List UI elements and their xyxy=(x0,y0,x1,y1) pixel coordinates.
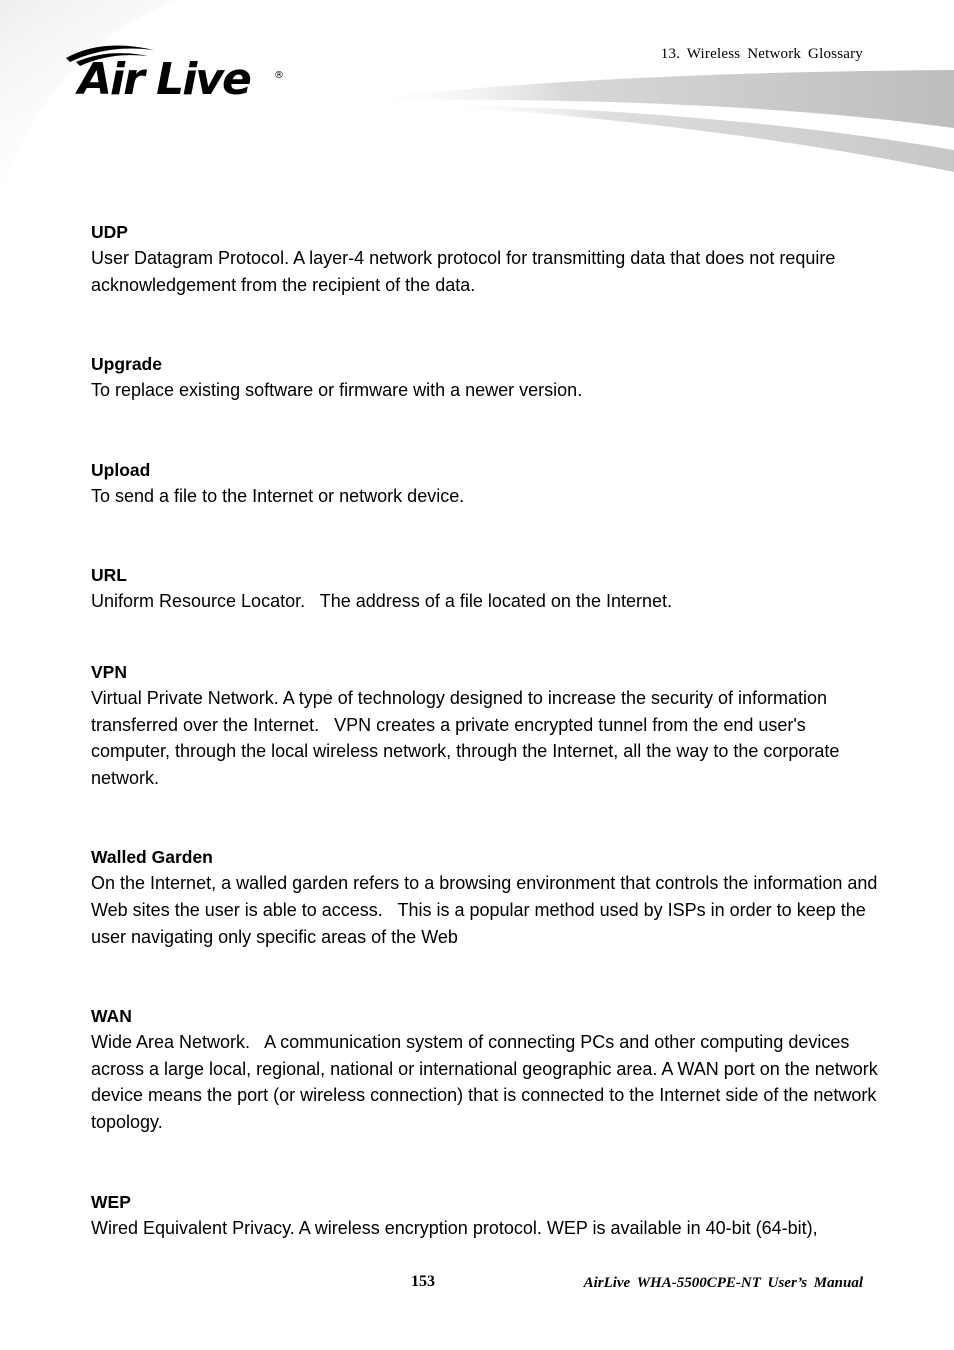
term-heading: Upgrade xyxy=(91,354,162,375)
glossary-entry-upload xyxy=(91,457,881,510)
logo-wordmark: Air Live xyxy=(78,54,250,105)
term-definition: Uniform Resource Locator. The address of a file located on the Internet. xyxy=(91,591,672,612)
glossary-entry-upgrade xyxy=(91,351,881,404)
term-heading: URL xyxy=(91,565,127,586)
term-heading: UDP xyxy=(91,222,128,242)
page-number: 153 xyxy=(411,1273,435,1290)
glossary-entry-wep xyxy=(91,1189,881,1242)
manual-title: AirLive WHA-5500CPE-NT User’s Manual xyxy=(583,1275,863,1291)
glossary-entry-walled-garden xyxy=(91,844,881,950)
term-definition: Wired Equivalent Privacy. A wireless encryption protocol. WEP is available in 40-bit (64-bit), xyxy=(91,1217,818,1238)
chapter-title: 13. Wireless Network Glossary xyxy=(660,46,863,62)
logo-registered-mark: ® xyxy=(274,70,284,81)
glossary-content xyxy=(91,219,881,1241)
glossary-entry-vpn xyxy=(91,659,881,791)
glossary-entry-udp xyxy=(91,219,881,298)
term-heading: WEP xyxy=(91,1191,131,1212)
glossary-entry-url xyxy=(91,562,881,615)
term-definition: User Datagram Protocol. A layer-4 network protocol for transmitting data that does not require acknowledgement from the recipient of the data. xyxy=(91,248,841,295)
term-definition: To send a file to the Internet or network device. xyxy=(91,485,465,506)
term-definition: On the Internet, a walled garden refers to a browsing environment that controls the information and Web sites the user is able to access. This is a popular method used by ISPs in order to keep the user navigating only specific areas of the Web xyxy=(91,873,883,947)
term-heading: VPN xyxy=(91,661,127,682)
airlive-logo xyxy=(62,40,288,108)
term-definition: To replace existing software or firmware with a newer version. xyxy=(91,380,583,401)
term-heading: Upload xyxy=(91,459,151,480)
term-heading: Walled Garden xyxy=(91,847,213,868)
term-definition: Virtual Private Network. A type of technology designed to increase the security of information transferred over the Internet. VPN creates a private encrypted tunnel from the end user's computer, through the local wireless network, through the Internet, all the way to the corporate network. xyxy=(91,687,845,788)
term-definition: Wide Area Network. A communication system of connecting PCs and other computing devices across a large local, regional, national or international geographic area. A WAN port on the network device means the port (or wireless connection) that is connected to the Internet side of the network topology. xyxy=(91,1032,883,1132)
glossary-entry-wan xyxy=(91,1003,881,1135)
term-heading: WAN xyxy=(91,1006,132,1027)
